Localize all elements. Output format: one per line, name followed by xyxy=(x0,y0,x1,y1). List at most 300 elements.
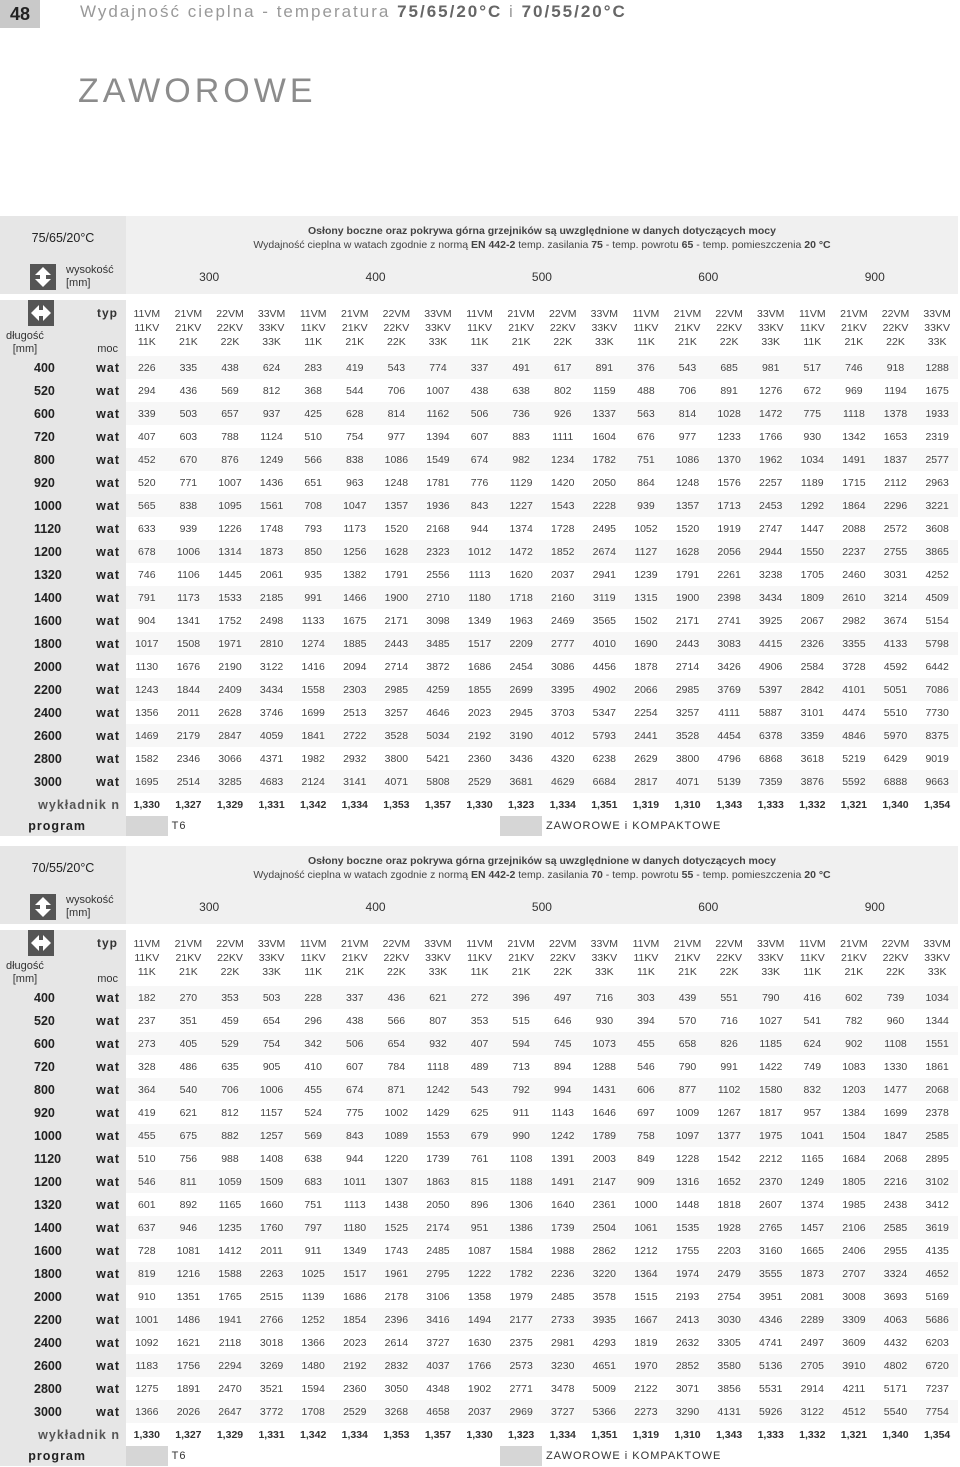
power-value: 488 xyxy=(625,379,667,402)
unit-label: wat xyxy=(96,590,120,605)
power-value: 9663 xyxy=(916,770,958,793)
power-label: moc xyxy=(97,973,118,985)
title-prefix: Wydajność cieplna - temperatura xyxy=(80,2,398,21)
power-value: 1971 xyxy=(209,632,251,655)
power-value: 1936 xyxy=(417,494,459,517)
power-value: 1525 xyxy=(376,1216,418,1239)
height-unit: [mm] xyxy=(66,907,91,919)
power-value: 4509 xyxy=(916,586,958,609)
power-value: 977 xyxy=(667,425,709,448)
power-value: 926 xyxy=(542,402,584,425)
power-value: 2254 xyxy=(625,701,667,724)
power-value: 1699 xyxy=(875,1101,917,1124)
power-value: 5686 xyxy=(916,1308,958,1331)
power-value: 5926 xyxy=(750,1400,792,1423)
power-value: 876 xyxy=(209,448,251,471)
power-value: 1113 xyxy=(459,563,501,586)
type-code xyxy=(168,300,210,356)
power-value: 3083 xyxy=(708,632,750,655)
length-cell xyxy=(0,1101,126,1124)
power-value: 3257 xyxy=(376,701,418,724)
type-code-line: 33VM xyxy=(257,938,286,950)
power-value: 1695 xyxy=(126,770,168,793)
power-value: 368 xyxy=(292,379,334,402)
power-value: 6684 xyxy=(584,770,626,793)
type-code-line: 11KV xyxy=(300,952,326,964)
power-value: 909 xyxy=(625,1170,667,1193)
type-code-line: 11KV xyxy=(633,322,659,334)
power-value: 2705 xyxy=(792,1354,834,1377)
length-value: 400 xyxy=(34,360,55,375)
power-value: 988 xyxy=(209,1147,251,1170)
power-value: 1095 xyxy=(209,494,251,517)
power-value: 1374 xyxy=(792,1193,834,1216)
title-mid: i xyxy=(502,2,522,21)
return-temp: 55 xyxy=(681,869,694,881)
power-value: 5139 xyxy=(708,770,750,793)
power-value: 739 xyxy=(875,986,917,1009)
type-code-line: 33KV xyxy=(924,952,950,964)
power-value: 1314 xyxy=(209,540,251,563)
power-value: 497 xyxy=(542,986,584,1009)
table-row xyxy=(0,356,958,379)
type-code-line: 33VM xyxy=(756,308,785,320)
power-value: 2068 xyxy=(875,1147,917,1170)
power-value: 838 xyxy=(168,494,210,517)
power-value: 951 xyxy=(459,1216,501,1239)
power-value: 2289 xyxy=(792,1308,834,1331)
power-value: 515 xyxy=(500,1009,542,1032)
length-value: 3000 xyxy=(34,774,62,789)
table-row xyxy=(0,655,958,678)
power-value: 182 xyxy=(126,986,168,1009)
power-value: 2066 xyxy=(625,678,667,701)
length-cell xyxy=(0,540,126,563)
power-value: 2409 xyxy=(209,678,251,701)
power-value: 1594 xyxy=(292,1377,334,1400)
power-value: 486 xyxy=(168,1055,210,1078)
power-value: 2610 xyxy=(833,586,875,609)
power-value: 1216 xyxy=(168,1262,210,1285)
power-value: 603 xyxy=(168,425,210,448)
type-code xyxy=(500,300,542,356)
power-value: 3727 xyxy=(417,1331,459,1354)
type-code-line: 22K xyxy=(719,336,739,348)
power-value: 2011 xyxy=(251,1239,293,1262)
type-code-line: 21VM xyxy=(507,938,535,950)
power-value: 2209 xyxy=(500,632,542,655)
power-value: 1805 xyxy=(833,1170,875,1193)
power-value: 3478 xyxy=(542,1377,584,1400)
unit-label: wat xyxy=(96,383,120,398)
power-value: 4259 xyxy=(417,678,459,701)
power-value: 1782 xyxy=(500,1262,542,1285)
unit-label: wat xyxy=(96,613,120,628)
power-value: 3935 xyxy=(584,1308,626,1331)
type-code xyxy=(459,930,501,986)
power-value: 1073 xyxy=(584,1032,626,1055)
power-value: 1933 xyxy=(916,402,958,425)
length-value: 720 xyxy=(34,1059,55,1074)
power-value: 524 xyxy=(292,1101,334,1124)
power-value: 892 xyxy=(168,1193,210,1216)
power-value: 2003 xyxy=(584,1147,626,1170)
power-value: 1203 xyxy=(833,1078,875,1101)
length-value: 1200 xyxy=(34,544,62,559)
type-code-line: 21KV xyxy=(841,952,867,964)
power-value: 2747 xyxy=(750,517,792,540)
power-value: 1752 xyxy=(209,609,251,632)
power-value: 1185 xyxy=(750,1032,792,1055)
type-code xyxy=(292,930,334,986)
room-temp: 20 xyxy=(804,869,816,881)
exponent-value: 1,323 xyxy=(500,1423,542,1446)
type-code-line: 11K xyxy=(470,966,489,978)
power-value: 1847 xyxy=(875,1124,917,1147)
power-value: 776 xyxy=(459,471,501,494)
power-value: 272 xyxy=(459,986,501,1009)
power-value: 3190 xyxy=(500,724,542,747)
table-row xyxy=(0,379,958,402)
power-value: 2795 xyxy=(417,1262,459,1285)
unit-label: wat xyxy=(96,1082,120,1097)
power-value: 540 xyxy=(168,1078,210,1101)
type-code-line: 21KV xyxy=(341,952,368,964)
power-table xyxy=(0,846,958,1466)
power-value: 1025 xyxy=(292,1262,334,1285)
type-code-line: 33K xyxy=(428,966,448,978)
exponent-value: 1,327 xyxy=(168,793,210,816)
table-row xyxy=(0,701,958,724)
power-value: 1466 xyxy=(334,586,376,609)
power-value: 2050 xyxy=(584,471,626,494)
power-value: 651 xyxy=(292,471,334,494)
type-code-line: 22VM xyxy=(216,308,244,320)
type-code xyxy=(625,300,667,356)
unit-label: wat xyxy=(96,1151,120,1166)
power-value: 1124 xyxy=(251,425,293,448)
exponent-value: 1,354 xyxy=(916,1423,958,1446)
power-value: 628 xyxy=(334,402,376,425)
length-value: 720 xyxy=(34,429,55,444)
type-code-line: 21K xyxy=(179,336,198,348)
power-value: 1675 xyxy=(334,609,376,632)
power-value: 1588 xyxy=(209,1262,251,1285)
power-value: 2438 xyxy=(875,1193,917,1216)
power-value: 2190 xyxy=(209,655,251,678)
power-value: 1007 xyxy=(417,379,459,402)
type-code-line: 22KV xyxy=(217,952,243,964)
power-value: 3030 xyxy=(708,1308,750,1331)
unit-label: wat xyxy=(96,360,120,375)
unit-label: wat xyxy=(96,990,120,1005)
length-value: 1800 xyxy=(34,1266,62,1281)
power-value: 2378 xyxy=(916,1101,958,1124)
power-value: 1391 xyxy=(542,1147,584,1170)
length-value: 1400 xyxy=(34,590,62,605)
temperature-label: 75/65/20°C xyxy=(0,216,126,260)
type-header xyxy=(0,300,126,356)
power-value: 994 xyxy=(542,1078,584,1101)
power-value: 1222 xyxy=(459,1262,501,1285)
power-value: 871 xyxy=(376,1078,418,1101)
type-code-line: 22K xyxy=(220,966,240,978)
power-value: 1494 xyxy=(459,1308,501,1331)
length-cell xyxy=(0,1055,126,1078)
power-value: 977 xyxy=(376,425,418,448)
type-code-line: 21KV xyxy=(508,952,534,964)
power-value: 790 xyxy=(667,1055,709,1078)
power-value: 2360 xyxy=(334,1377,376,1400)
power-value: 716 xyxy=(584,986,626,1009)
type-code-line: 21VM xyxy=(341,308,369,320)
power-value: 1646 xyxy=(584,1101,626,1124)
type-code xyxy=(334,930,376,986)
table-row xyxy=(0,494,958,517)
note-text: - temp. pomieszczenia xyxy=(693,869,805,881)
type-code xyxy=(334,300,376,356)
power-value: 2485 xyxy=(417,1239,459,1262)
power-value: 2326 xyxy=(792,632,834,655)
power-value: 746 xyxy=(833,356,875,379)
type-code xyxy=(875,930,917,986)
unit-label: wat xyxy=(96,1197,120,1212)
power-value: 2832 xyxy=(376,1354,418,1377)
power-value: 1249 xyxy=(792,1170,834,1193)
power-value: 679 xyxy=(459,1124,501,1147)
unit-label: wat xyxy=(96,1312,120,1327)
power-value: 2755 xyxy=(875,540,917,563)
power-value: 565 xyxy=(126,494,168,517)
power-value: 891 xyxy=(584,356,626,379)
power-value: 745 xyxy=(542,1032,584,1055)
type-code-line: 21VM xyxy=(673,308,702,320)
power-value: 2147 xyxy=(584,1170,626,1193)
power-value: 1111 xyxy=(542,425,584,448)
power-value: 1194 xyxy=(875,379,917,402)
height-label: wysokość xyxy=(66,894,114,906)
power-value: 838 xyxy=(334,448,376,471)
power-value: 1766 xyxy=(750,425,792,448)
power-value: 1288 xyxy=(584,1055,626,1078)
type-code-line: 33KV xyxy=(757,952,784,964)
page-number: 48 xyxy=(0,0,40,28)
power-value: 832 xyxy=(792,1078,834,1101)
return-temp: 65 xyxy=(681,239,694,251)
power-value: 1844 xyxy=(168,678,210,701)
unit-label: wat xyxy=(96,429,120,444)
type-code-line: 22KV xyxy=(549,952,576,964)
power-value: 7237 xyxy=(916,1377,958,1400)
power-value: 5397 xyxy=(750,678,792,701)
power-value: 4059 xyxy=(251,724,293,747)
power-value: 1394 xyxy=(417,425,459,448)
power-value: 963 xyxy=(334,471,376,494)
power-value: 1970 xyxy=(625,1354,667,1377)
height-unit: [mm] xyxy=(66,277,91,289)
table-row xyxy=(0,448,958,471)
power-value: 543 xyxy=(667,356,709,379)
power-value: 3925 xyxy=(750,609,792,632)
power-value: 396 xyxy=(500,986,542,1009)
power-value: 1017 xyxy=(126,632,168,655)
power-value: 1438 xyxy=(376,1193,418,1216)
table-row xyxy=(0,1308,958,1331)
power-value: 2932 xyxy=(334,747,376,770)
exponent-value: 1,330 xyxy=(126,1423,168,1446)
power-value: 438 xyxy=(334,1009,376,1032)
power-value: 1366 xyxy=(126,1400,168,1423)
power-value: 2707 xyxy=(833,1262,875,1285)
power-value: 697 xyxy=(625,1101,667,1124)
power-value: 3395 xyxy=(542,678,584,701)
power-value: 2470 xyxy=(209,1377,251,1400)
type-code-line: 22K xyxy=(387,966,406,978)
power-value: 1841 xyxy=(292,724,334,747)
power-value: 621 xyxy=(168,1101,210,1124)
power-value: 436 xyxy=(168,379,210,402)
table-row xyxy=(0,471,958,494)
unit-label: wat xyxy=(96,1174,120,1189)
power-value: 1472 xyxy=(750,402,792,425)
length-cell xyxy=(0,678,126,701)
length-value: 520 xyxy=(34,383,55,398)
height-value: 500 xyxy=(459,890,625,924)
power-value: 3230 xyxy=(542,1354,584,1377)
power-value: 2237 xyxy=(833,540,875,563)
table-row xyxy=(0,632,958,655)
type-code-line: 21KV xyxy=(175,322,202,334)
power-value: 2112 xyxy=(875,471,917,494)
power-value: 1228 xyxy=(667,1147,709,1170)
length-value: 1400 xyxy=(34,1220,62,1235)
unit-label: wat xyxy=(96,659,120,674)
power-value: 4454 xyxy=(708,724,750,747)
power-value: 3727 xyxy=(542,1400,584,1423)
supply-temp: 70 xyxy=(591,869,603,881)
power-value: 758 xyxy=(625,1124,667,1147)
power-value: 1006 xyxy=(168,540,210,563)
power-value: 1809 xyxy=(792,586,834,609)
power-value: 328 xyxy=(126,1055,168,1078)
table-row xyxy=(0,678,958,701)
power-value: 670 xyxy=(168,448,210,471)
power-value: 1242 xyxy=(542,1124,584,1147)
exponent-value: 1,334 xyxy=(334,1423,376,1446)
power-value: 2193 xyxy=(667,1285,709,1308)
type-code-line: 22KV xyxy=(549,322,576,334)
length-cell xyxy=(0,986,126,1009)
type-code-line: 22K xyxy=(719,966,739,978)
power-value: 1988 xyxy=(542,1239,584,1262)
power-value: 520 xyxy=(126,471,168,494)
unit-label: wat xyxy=(96,682,120,697)
exponent-label: wykładnik n xyxy=(0,793,126,816)
power-value: 1429 xyxy=(417,1101,459,1124)
length-cell xyxy=(0,379,126,402)
power-value: 1628 xyxy=(376,540,418,563)
type-code-line: 21VM xyxy=(840,308,868,320)
length-cell xyxy=(0,747,126,770)
power-value: 2817 xyxy=(625,770,667,793)
power-value: 1708 xyxy=(292,1400,334,1423)
power-value: 937 xyxy=(251,402,293,425)
exponent-value: 1,343 xyxy=(708,793,750,816)
type-code-line: 33KV xyxy=(924,322,950,334)
length-value: 3000 xyxy=(34,1404,62,1419)
exponent-value: 1,310 xyxy=(667,1423,709,1446)
type-code xyxy=(584,300,626,356)
power-value: 4512 xyxy=(833,1400,875,1423)
type-code-line: 21KV xyxy=(841,322,867,334)
length-value: 1000 xyxy=(34,1128,62,1143)
type-code-line: 21VM xyxy=(840,938,868,950)
power-value: 407 xyxy=(126,425,168,448)
power-value: 3528 xyxy=(376,724,418,747)
power-value: 877 xyxy=(667,1078,709,1101)
power-value: 4133 xyxy=(875,632,917,655)
length-value: 1320 xyxy=(34,1197,62,1212)
power-value: 3122 xyxy=(251,655,293,678)
power-value: 4135 xyxy=(916,1239,958,1262)
length-value: 600 xyxy=(34,1036,55,1051)
power-table xyxy=(0,216,958,836)
power-value: 1469 xyxy=(126,724,168,747)
table-row xyxy=(0,724,958,747)
type-code-line: 33K xyxy=(927,966,947,978)
power-value: 1366 xyxy=(292,1331,334,1354)
power-value: 601 xyxy=(126,1193,168,1216)
type-code-line: 33VM xyxy=(923,938,951,950)
power-value: 2185 xyxy=(251,586,293,609)
power-value: 3238 xyxy=(750,563,792,586)
power-value: 5793 xyxy=(584,724,626,747)
power-value: 6720 xyxy=(916,1354,958,1377)
power-value: 1447 xyxy=(792,517,834,540)
power-value: 1358 xyxy=(459,1285,501,1308)
power-value: 1448 xyxy=(667,1193,709,1216)
power-value: 6238 xyxy=(584,747,626,770)
power-value: 602 xyxy=(833,986,875,1009)
power-value: 1791 xyxy=(376,563,418,586)
power-value: 1900 xyxy=(667,586,709,609)
note-text: temp. zasilania xyxy=(515,239,592,251)
power-value: 2647 xyxy=(209,1400,251,1423)
power-value: 1377 xyxy=(708,1124,750,1147)
unit-label: wat xyxy=(96,544,120,559)
power-value: 1690 xyxy=(625,632,667,655)
room-temp: 20 xyxy=(804,239,816,251)
type-code-line: 22KV xyxy=(716,952,742,964)
power-value: 3485 xyxy=(417,632,459,655)
length-value: 2600 xyxy=(34,728,62,743)
power-value: 607 xyxy=(459,425,501,448)
power-value: 2296 xyxy=(875,494,917,517)
type-code-line: 22K xyxy=(220,336,240,348)
exponent-value: 1,321 xyxy=(833,1423,875,1446)
type-code-line: 21K xyxy=(844,336,864,348)
power-value: 407 xyxy=(459,1032,501,1055)
power-value: 1408 xyxy=(251,1147,293,1170)
power-value: 1118 xyxy=(833,402,875,425)
type-code-line: 21K xyxy=(345,336,365,348)
type-code-line: 21VM xyxy=(341,938,369,950)
type-code xyxy=(916,930,958,986)
power-value: 1047 xyxy=(334,494,376,517)
power-value: 364 xyxy=(126,1078,168,1101)
power-value: 1006 xyxy=(251,1078,293,1101)
power-value: 1357 xyxy=(667,494,709,517)
